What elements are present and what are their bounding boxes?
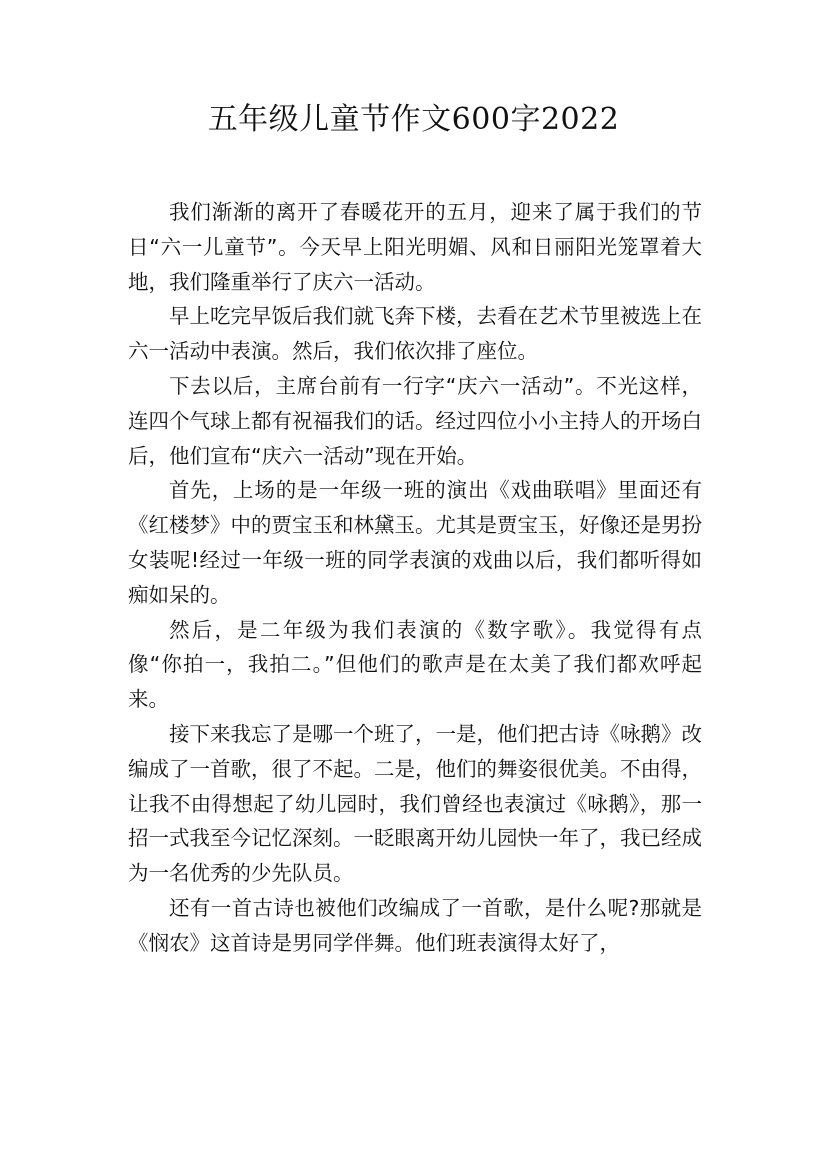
- paragraph-1: 我们渐渐的离开了春暖花开的五月，迎来了属于我们的节日“六一儿童节”。今天早上阳光明媚、风和日丽阳光笼罩着大地，我们隆重举行了庆六一活动。: [128, 200, 702, 294]
- paragraph-6: 接下来我忘了是哪一个班了，一是，他们把古诗《咏鹅》改编成了一首歌，很了不起。二是，他们的舞姿很优美。不由得，让我不由得想起了幼儿园时，我们曾经也表演过《咏鹅》，那一招一式我至今记忆深刻。一眨眼离开幼儿园快一年了，我已经成为一名优秀的少先队员。: [128, 721, 702, 886]
- paragraph-3: 下去以后，主席台前有一行字“庆六一活动”。不光这样，连四个气球上都有祝福我们的话。经过四位小小主持人的开场白后，他们宣布“庆六一活动”现在开始。: [128, 373, 702, 468]
- paragraph-4: 首先，上场的是一年级一班的演出《戏曲联唱》里面还有《红楼梦》中的贾宝玉和林黛玉。尤其是贾宝玉，好像还是男扮女装呢!经过一年级一班的同学表演的戏曲以后，我们都听得如痴如呆的。: [128, 478, 702, 607]
- document-title: 五年级儿童节作文600字2022: [207, 102, 620, 137]
- paragraph-2: 早上吃完早饭后我们就飞奔下楼，去看在艺术节里被选上在六一活动中表演。然后，我们依次排了座位。: [128, 304, 702, 364]
- document-body: [128, 195, 702, 961]
- paragraph-7: 还有一首古诗也被他们改编成了一首歌，是什么呢?那就是《悯农》这首诗是男同学伴舞。他们班表演得太好了，: [128, 895, 702, 955]
- paragraph-5: 然后，是二年级为我们表演的《数字歌》。我觉得有点像“你拍一，我拍二。”但他们的歌声是在太美了我们都欢呼起来。: [128, 617, 702, 712]
